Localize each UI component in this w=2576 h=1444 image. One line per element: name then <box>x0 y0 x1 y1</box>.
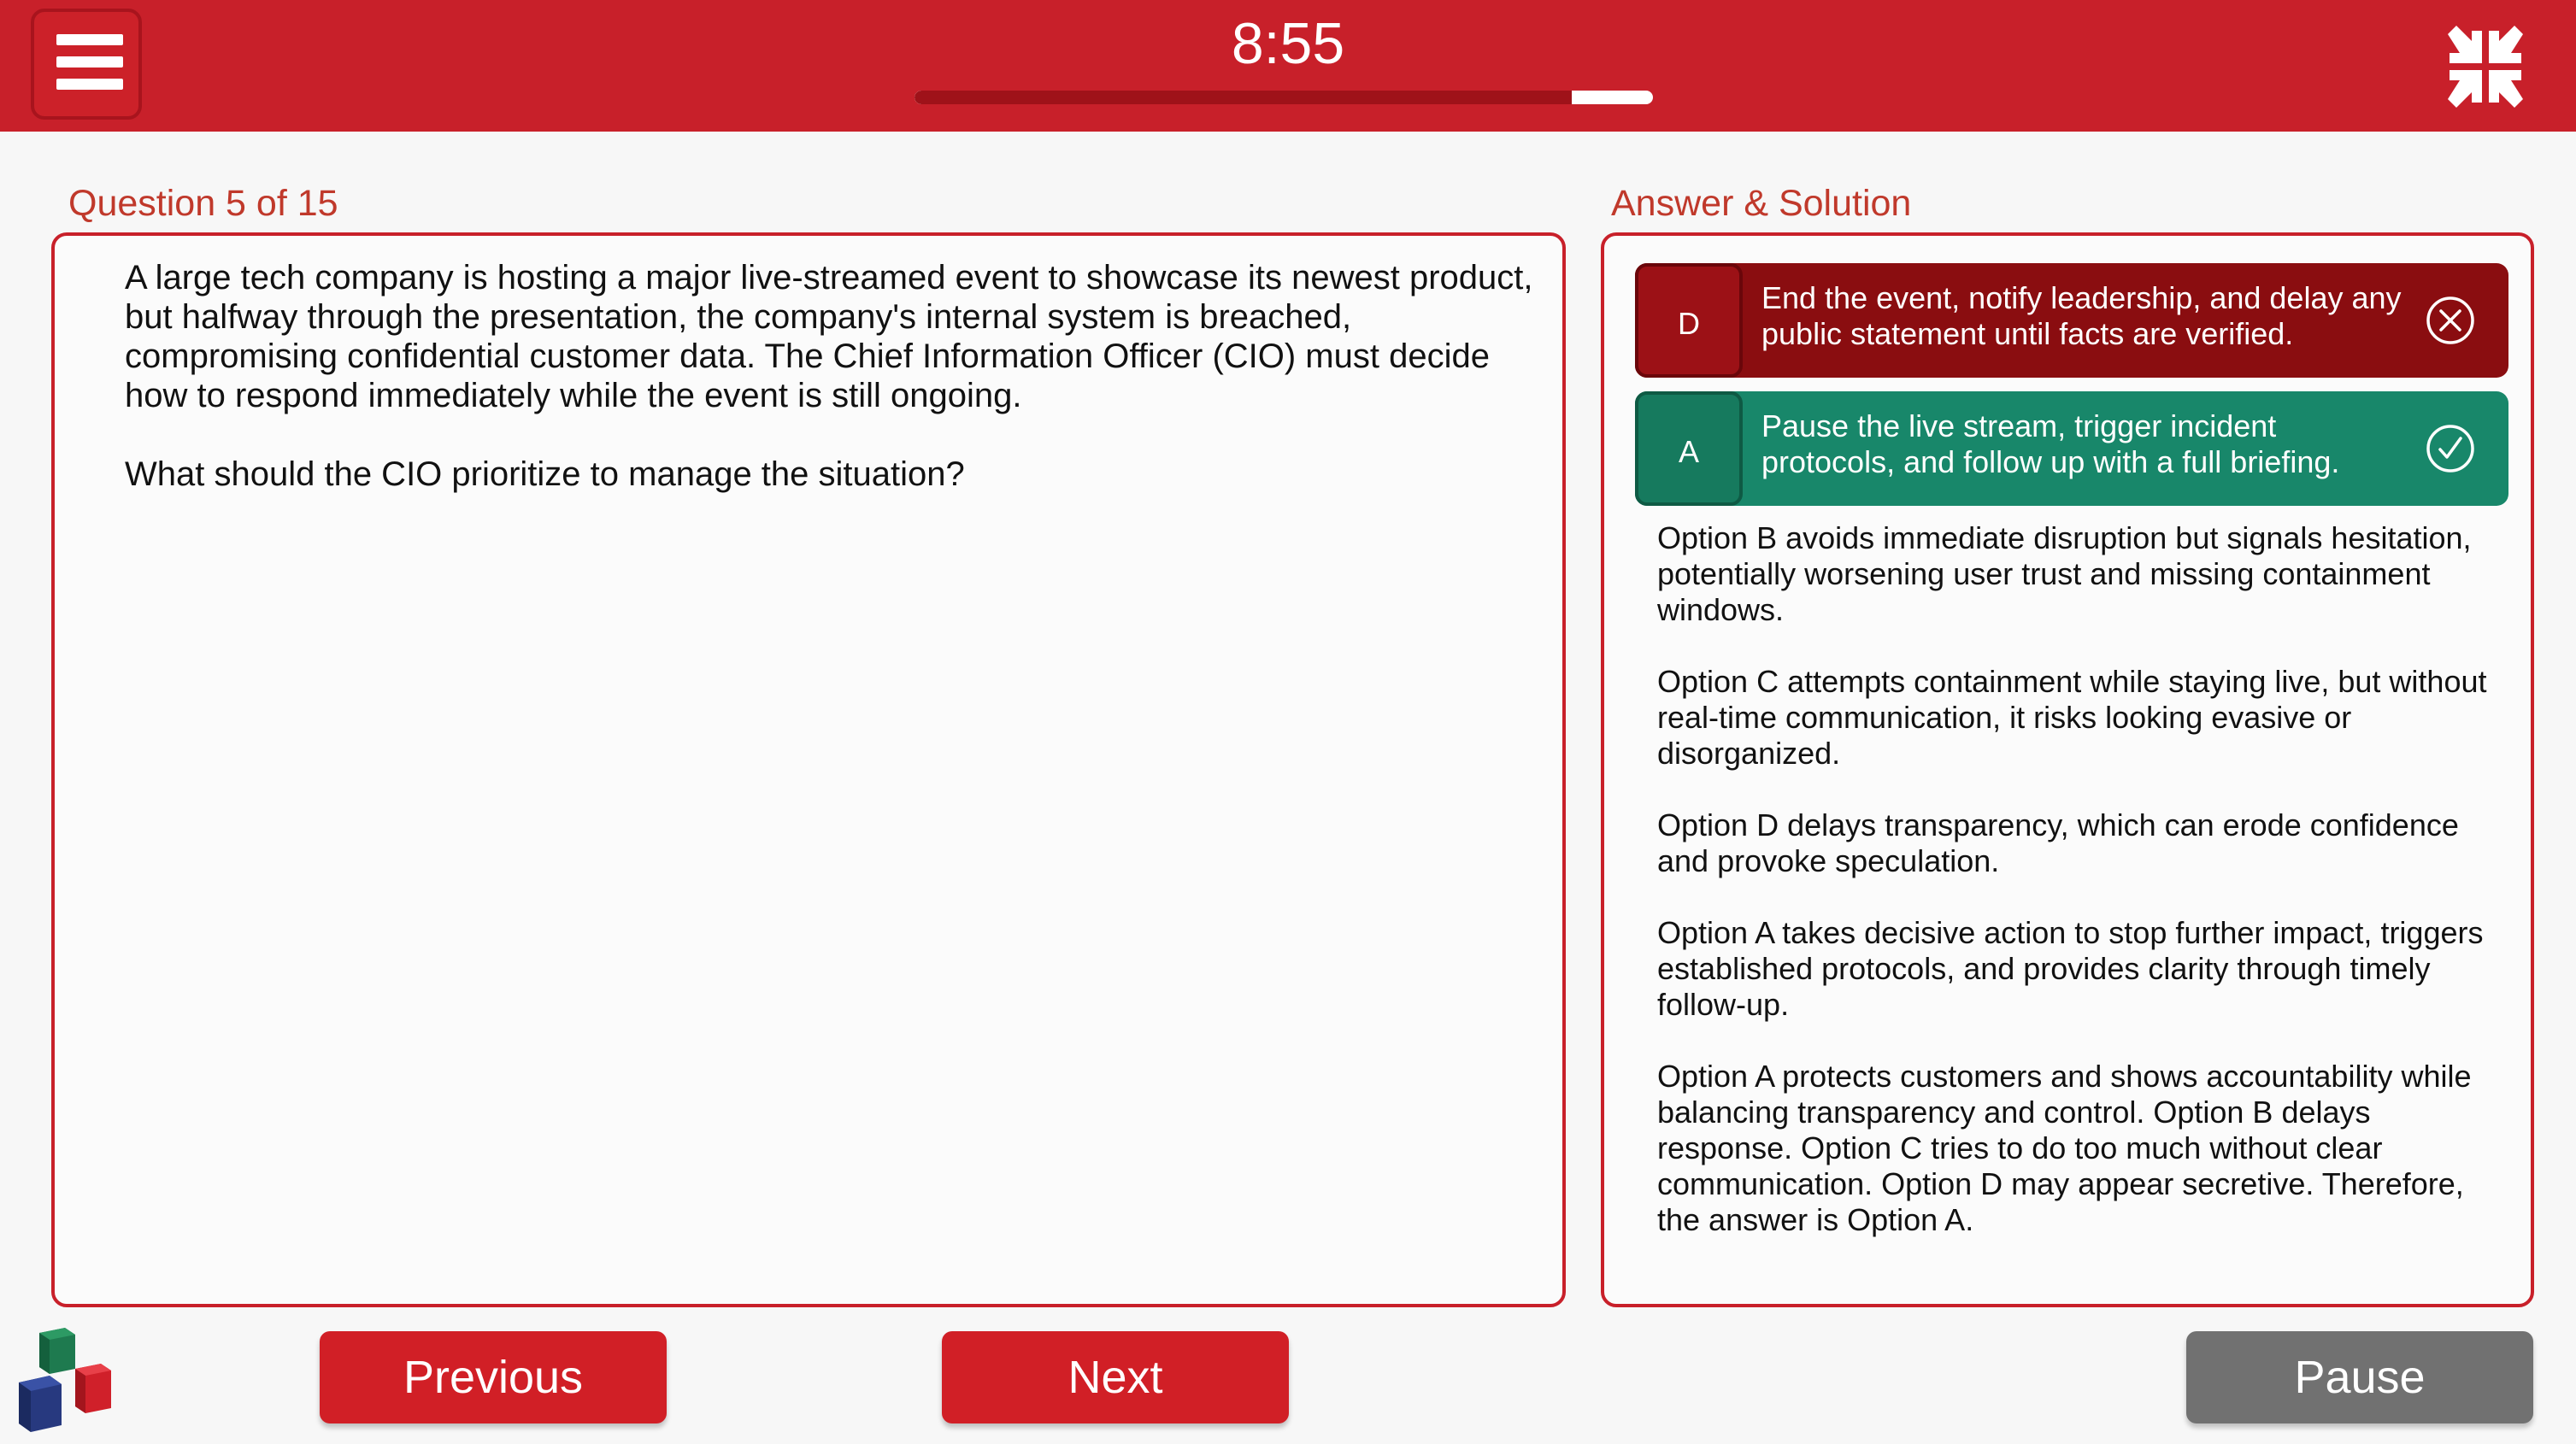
cubes-logo-icon <box>15 1328 130 1432</box>
explanation-paragraph: Option B avoids immediate disruption but signals hesitation, potentially worsening user trust and missing containment windows. <box>1657 520 2472 627</box>
time-progress-bar <box>915 91 1653 104</box>
collapse-button[interactable] <box>2443 24 2528 109</box>
option-letter: A <box>1635 391 1743 506</box>
explanation-paragraph: Option D delays transparency, which can erode confidence and provoke speculation. <box>1657 807 2459 878</box>
answer-heading: Answer & Solution <box>1611 183 1912 224</box>
top-bar <box>0 0 2576 132</box>
question-counter: Question 5 of 15 <box>68 183 338 224</box>
check-circle-icon <box>2425 423 2476 474</box>
option-letter: D <box>1635 263 1743 378</box>
option-text: Pause the live stream, trigger incident protocols, and follow up with a full briefing. <box>1761 408 2340 479</box>
timer: 8:55 <box>1231 11 1345 76</box>
solution-explanation <box>1657 520 2512 1274</box>
time-progress-fill <box>915 91 1572 104</box>
collapse-icon <box>2443 24 2528 109</box>
next-button[interactable]: Next <box>942 1331 1289 1423</box>
question-prompt: What should the CIO prioritize to manage the situation? <box>125 455 965 493</box>
x-circle-icon <box>2425 295 2476 346</box>
explanation-paragraph: Option A protects customers and shows accountability while balancing transparency and control. Option B delays response. Option C tries to do too much without clear communication. Option D may appear secretive. Therefore, the answer is Option A. <box>1657 1059 2472 1237</box>
selected-answer-option <box>1635 263 2508 378</box>
explanation-paragraph: Option C attempts containment while staying live, but without real-time communication, it risks looking evasive or disorganized. <box>1657 664 2487 771</box>
menu-button[interactable] <box>31 9 142 120</box>
pause-button[interactable]: Pause <box>2186 1331 2533 1423</box>
previous-button[interactable]: Previous <box>320 1331 667 1423</box>
question-text <box>125 258 1544 533</box>
option-text: End the event, notify leadership, and delay any public statement until facts are verified. <box>1761 280 2402 351</box>
explanation-paragraph: Option A takes decisive action to stop further impact, triggers established protocols, and provides clarity through timely follow-up. <box>1657 915 2484 1022</box>
answer-panel <box>1601 232 2534 1307</box>
question-panel <box>51 232 1566 1307</box>
correct-answer-option <box>1635 391 2508 506</box>
question-scenario: A large tech company is hosting a major live-streamed event to showcase its newest product, but halfway through the presentation, the company's internal system is breached, compromising confidential customer data. The Chief Information Officer (CIO) must decide how to respond immediately while the event is still ongoing. <box>125 259 1533 414</box>
